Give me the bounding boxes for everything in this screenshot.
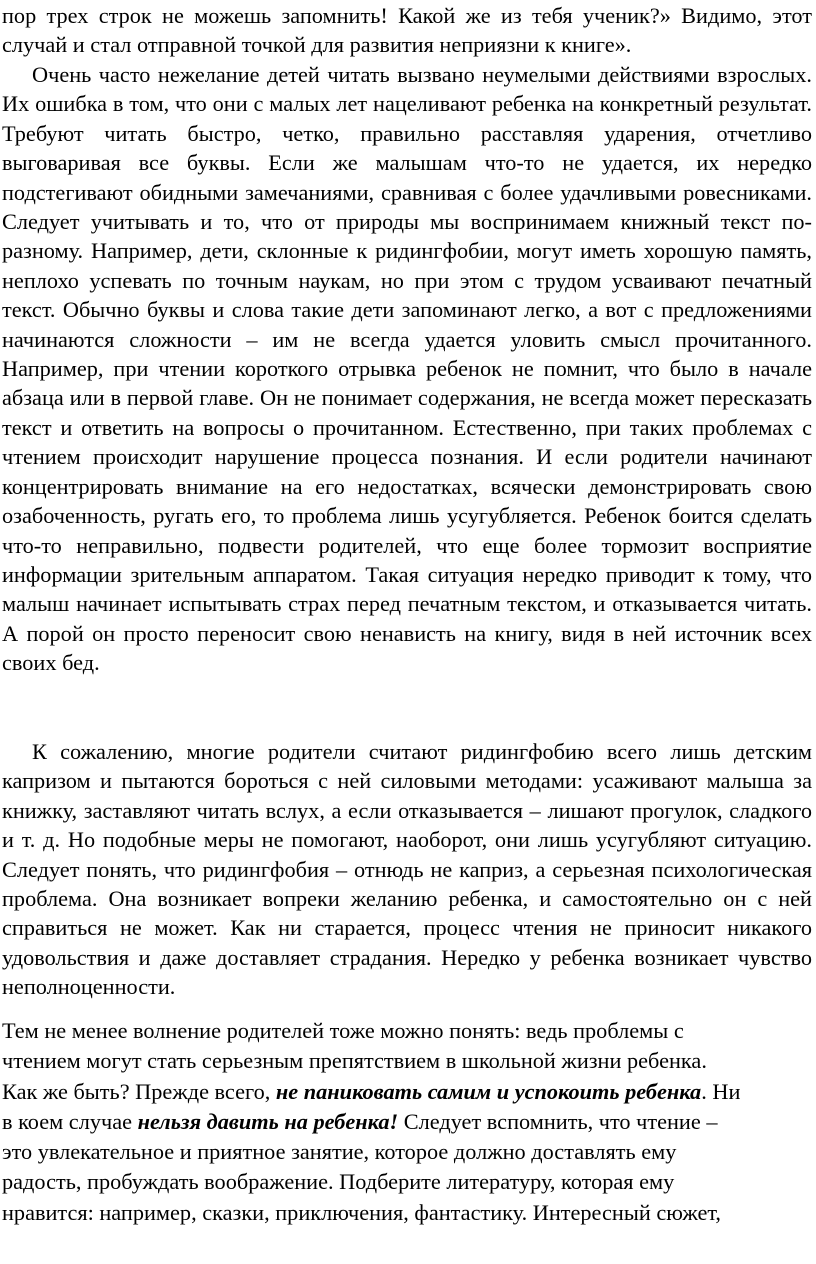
text-run: Следует вспомнить, что чтение – xyxy=(398,1108,718,1134)
paragraph-4 xyxy=(2,1016,792,1228)
paragraph-4-line: чтением могут стать серьезным препятствием в школьной жизни ребенка. xyxy=(2,1048,707,1074)
text-run: Как же быть? Прежде всего, xyxy=(2,1078,276,1104)
text-run: . Ни xyxy=(701,1078,741,1104)
paragraph-1: пор трех строк не можешь запомнить! Какой же из тебя ученик?» Видимо, этот случай и стал отправной точкой для развития неприязни к книге». xyxy=(2,3,812,58)
emphasis-do-not-pressure: нельзя давить на ребенка! xyxy=(137,1108,399,1134)
paragraph-4-line: это увлекательное и приятное занятие, которое должно доставлять ему xyxy=(2,1139,677,1165)
paragraph-4-line xyxy=(2,1077,792,1107)
paragraph-4-line xyxy=(2,1107,792,1137)
text-run: в коем случае xyxy=(2,1108,138,1134)
paragraph-4-line: радость, пробуждать воображение. Подберите литературу, которая ему xyxy=(2,1169,675,1195)
paragraph-2: Очень часто нежелание детей читать вызвано неумелыми действиями взрослых. Их ошибка в том, что они с малых лет нацеливают ребенка на конкретный результат. Требуют читать быстро, четко, правильно расставляя ударения, отчетливо выговаривая все буквы. Если же малышам что-то не удается, их нередко подстегивают обидными замечаниями, сравнивая с более удачливыми ровесниками. Следует учитывать и то, что от природы мы воспринимаем книжный текст по-разному. Например, дети, склонные к ридингфобии, могут иметь хорошую память, неплохо успевать по точным наукам, но при этом с трудом усваивают печатный текст. Обычно буквы и слова такие дети запоминают легко, а вот с предложениями начинаются сложности – им не всегда удается уловить смысл прочитанного. Например, при чтении короткого отрывка ребенок не помнит, что было в начале абзаца или в первой главе. Он не понимает содержания, не всегда может пересказать текст и ответить на вопросы о прочитанном. Естественно, при таких проблемах с чтением происходит нарушение процесса познания. И если родители начинают концентрировать внимание на его недостатках, всячески демонстрировать свою озабоченность, ругать его, то проблема лишь усугубляется. Ребенок боится сделать что-то неправильно, подвести родителей, что еще более тормозит восприятие информации зрительным аппаратом. Такая ситуация нередко приводит к тому, что малыш начинает испытывать страх перед печатным текстом, и отказывается читать. А порой он просто переносит свою ненависть на книгу, видя в ней источник всех своих бед. xyxy=(2,62,812,676)
paragraph-4-line: нравится: например, сказки, приключения, фантастику. Интересный сюжет, xyxy=(2,1199,721,1225)
paragraph-4-line: Тем не менее волнение родителей тоже можно понять: ведь проблемы с xyxy=(2,1018,684,1043)
paragraph-3: К сожалению, многие родители считают ридингфобию всего лишь детским капризом и пытаются бороться с ней силовыми методами: усаживают малыша за книжку, заставляют читать вслух, а если отказывается – лишают прогулок, сладкого и т. д. Но подобные меры не помогают, наоборот, они лишь усугубляют ситуацию. Следует понять, что ридингфобия – отнюдь не каприз, а серьезная психологическая проблема. Она возникает вопреки желанию ребенка, и самостоятельно он с ней справиться не может. Как ни старается, процесс чтения не приносит никакого удовольствия и даже доставляет страдания. Нередко у ребенка возникает чувство неполноценности. xyxy=(2,739,812,1000)
emphasis-do-not-panic: не паниковать самим и успокоить ребенка xyxy=(275,1078,702,1104)
